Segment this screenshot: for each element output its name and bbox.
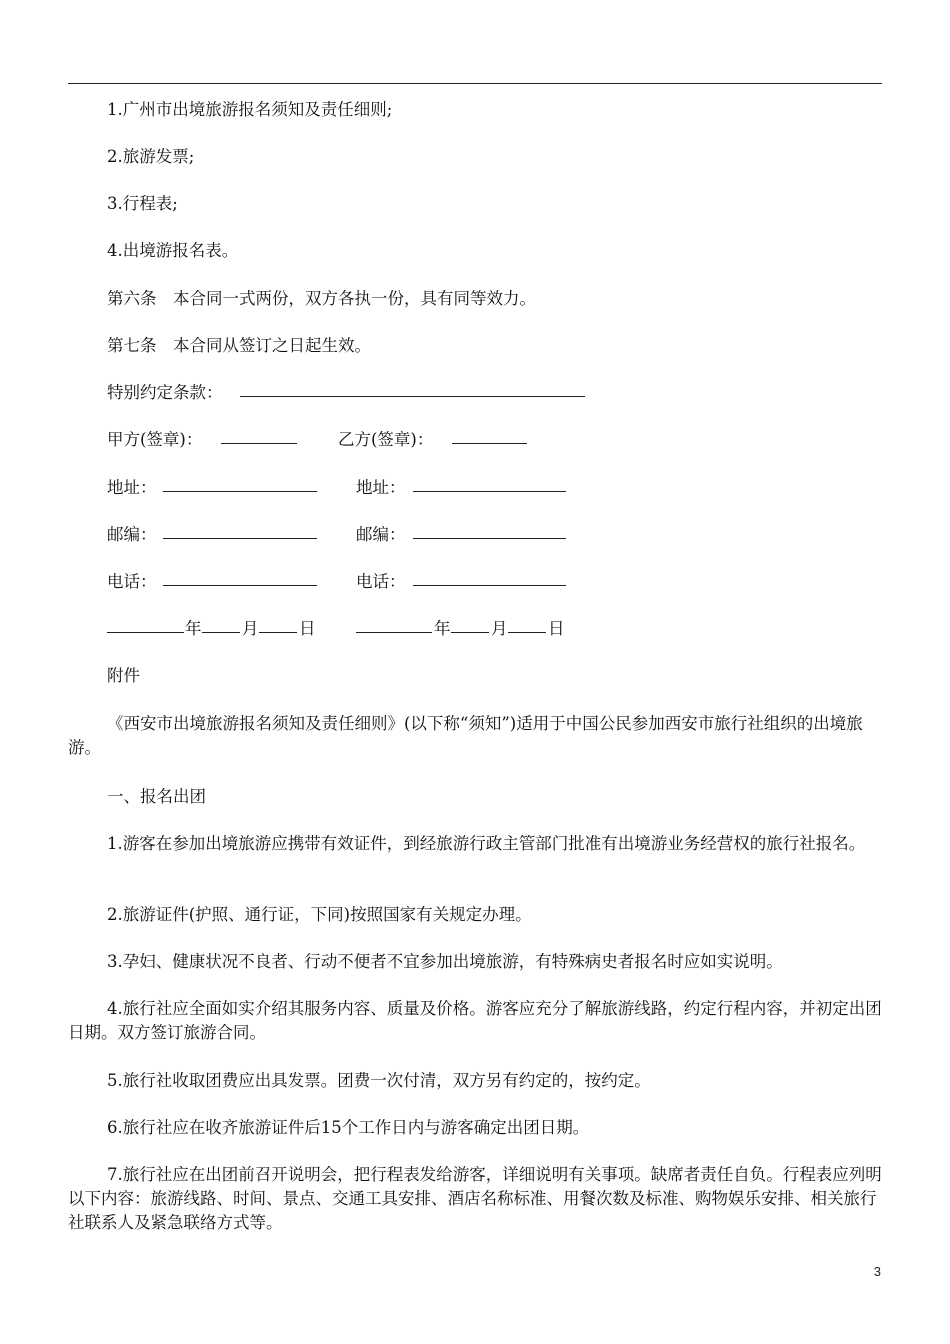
address-label-a: 地址： (107, 478, 157, 497)
party-a-label: 甲方(签章)： (107, 430, 203, 449)
appendix-item-4: 4.旅行社应全面如实介绍其服务内容、质量及价格。游客应充分了解旅游线路，约定行程内容，并初定出团日期。双方签订旅游合同。 (68, 999, 882, 1042)
day-label-a: 日 (299, 619, 316, 638)
attachment-item-3: 3.行程表; (107, 194, 178, 213)
header-rule (68, 83, 882, 84)
phone-blank-a[interactable] (163, 571, 317, 586)
month-label-b: 月 (491, 619, 508, 638)
special-terms-label: 特别约定条款： (107, 383, 223, 402)
appendix-intro: 《西安市出境旅游报名须知及责任细则》(以下称“须知”)适用于中国公民参加西安市旅行社组织的出境旅游。 (68, 714, 863, 757)
party-b-blank[interactable] (452, 429, 527, 444)
attachment-item-4: 4.出境游报名表。 (107, 241, 239, 260)
special-terms-blank[interactable] (240, 382, 585, 397)
phone-label-b: 电话： (356, 572, 406, 591)
appendix-item-5: 5.旅行社收取团费应出具发票。团费一次付清，双方另有约定的，按约定。 (107, 1071, 651, 1090)
phone-blank-b[interactable] (413, 571, 566, 586)
phone-label-a: 电话： (107, 572, 157, 591)
month-label-a: 月 (242, 619, 259, 638)
appendix-item-2: 2.旅游证件(护照、通行证，下同)按照国家有关规定办理。 (107, 905, 532, 924)
party-b-label: 乙方(签章)： (338, 430, 434, 449)
attachment-item-1: 1.广州市出境旅游报名须知及责任细则; (107, 100, 393, 119)
appendix-item-1: 1.游客在参加出境旅游应携带有效证件，到经旅游行政主管部门批准有出境游业务经营权的旅行社报名。 (107, 834, 866, 853)
section-1-title: 一、报名出团 (107, 787, 206, 806)
postcode-blank-a[interactable] (163, 524, 317, 539)
postcode-blank-b[interactable] (413, 524, 566, 539)
address-blank-b[interactable] (413, 477, 566, 492)
postcode-label-a: 邮编： (107, 525, 157, 544)
article-6: 第六条 本合同一式两份，双方各执一份，具有同等效力。 (107, 289, 536, 308)
month-blank-a[interactable] (202, 618, 240, 633)
address-label-b: 地址： (356, 478, 406, 497)
appendix-item-3: 3.孕妇、健康状况不良者、行动不便者不宜参加出境旅游，有特殊病史者报名时应如实说明。 (107, 952, 783, 971)
year-blank-b[interactable] (356, 618, 432, 633)
address-blank-a[interactable] (163, 477, 317, 492)
day-blank-a[interactable] (259, 618, 297, 633)
day-label-b: 日 (548, 619, 565, 638)
day-blank-b[interactable] (508, 618, 546, 633)
postcode-label-b: 邮编： (356, 525, 406, 544)
party-a-blank[interactable] (221, 429, 297, 444)
appendix-item-7: 7.旅行社应在出团前召开说明会，把行程表发给游客，详细说明有关事项。缺席者责任自负。行程表应列明以下内容：旅游线路、时间、景点、交通工具安排、酒店名称标准、用餐次数及标准、购物娱乐安排、相关旅行社联系人及紧急联络方式等。 (68, 1165, 882, 1232)
appendix-heading: 附件 (107, 666, 140, 685)
appendix-item-6: 6.旅行社应在收齐旅游证件后15个工作日内与游客确定出团日期。 (107, 1118, 590, 1137)
page-number: 3 (873, 1264, 881, 1279)
article-7: 第七条 本合同从签订之日起生效。 (107, 336, 371, 355)
year-blank-a[interactable] (107, 618, 184, 633)
year-label-b: 年 (434, 619, 451, 638)
year-label-a: 年 (185, 619, 202, 638)
attachment-item-2: 2.旅游发票; (107, 147, 195, 166)
month-blank-b[interactable] (451, 618, 489, 633)
